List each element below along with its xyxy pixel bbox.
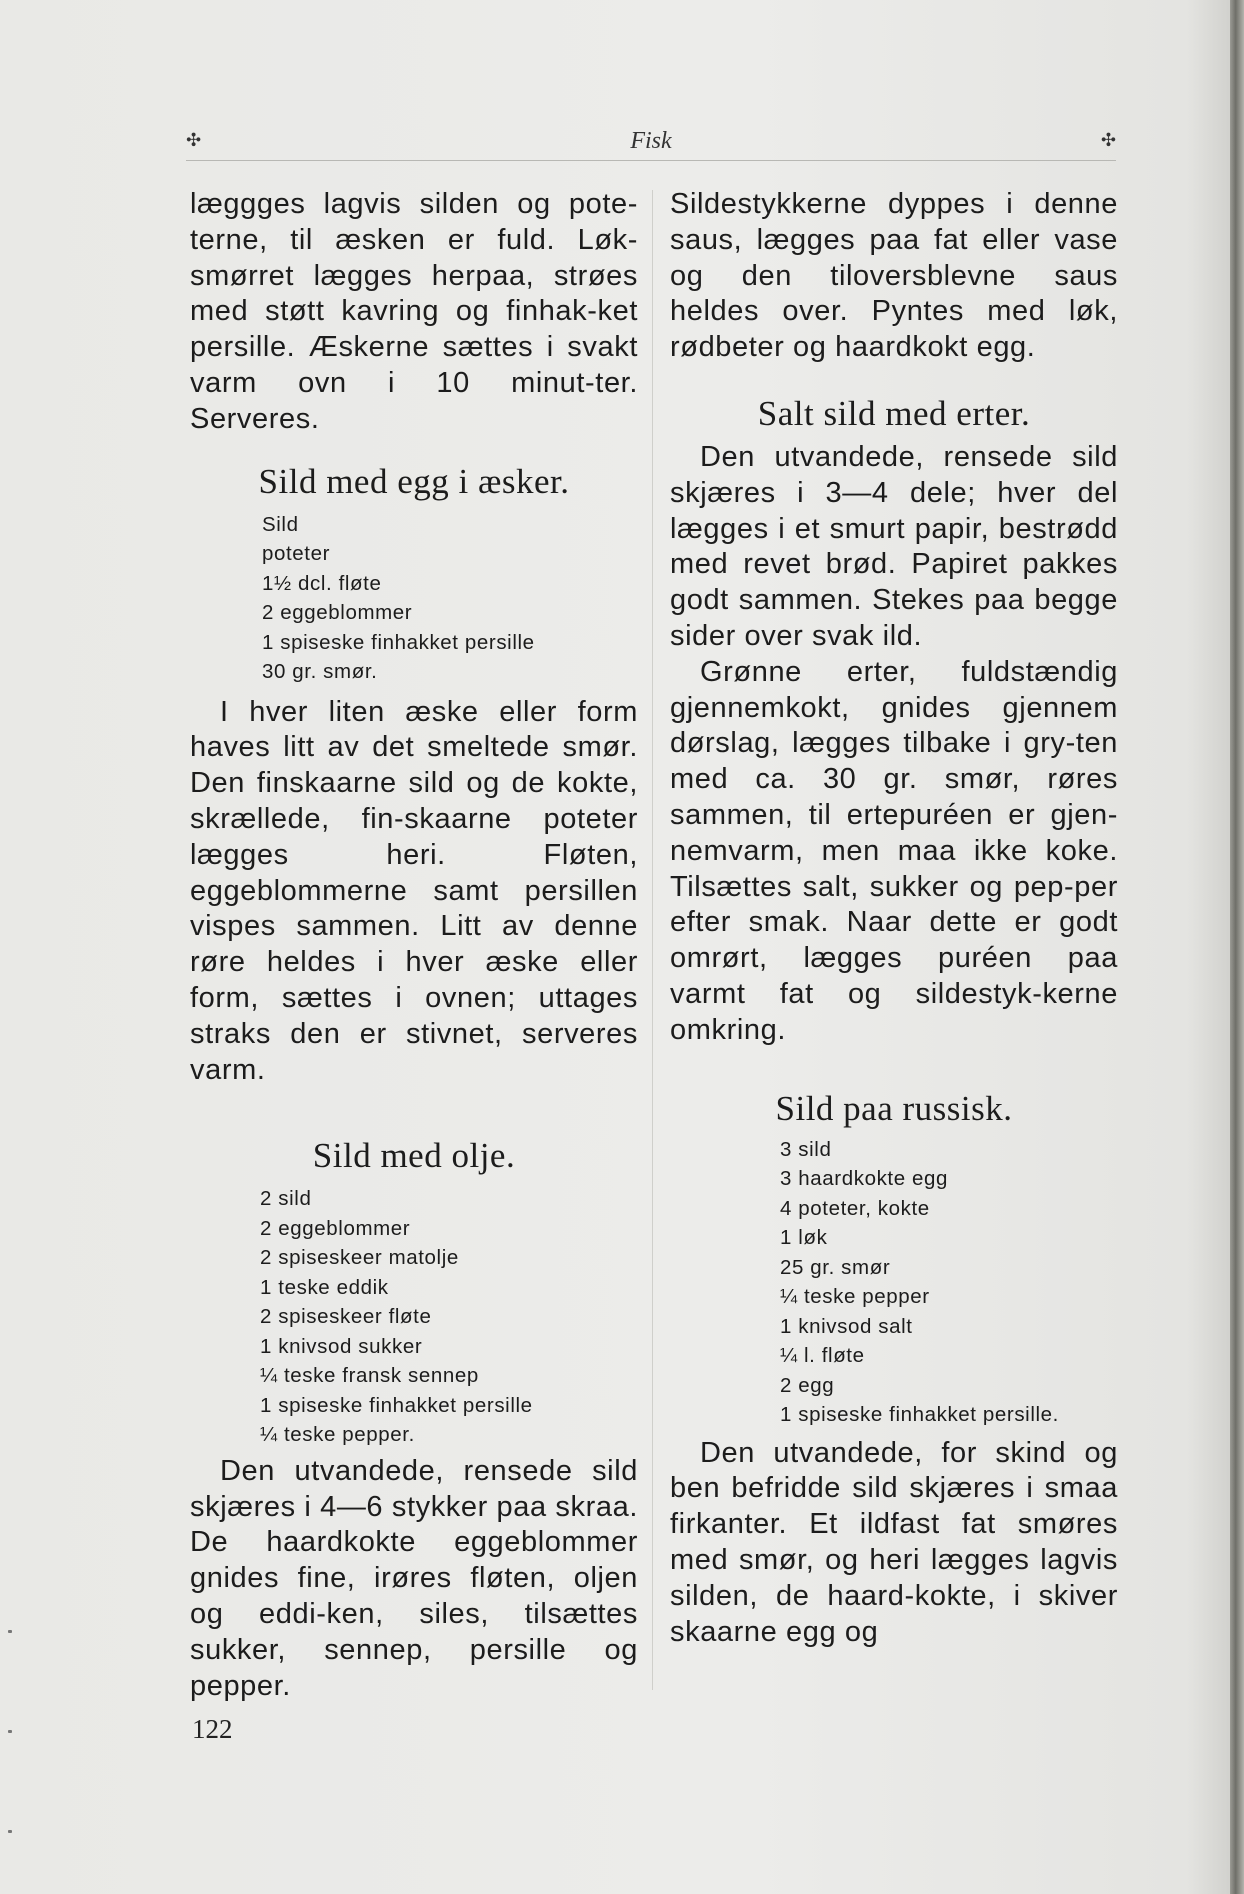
ingredient-item: 2 spiseskeer matolje — [260, 1246, 459, 1270]
running-head-title: Fisk — [630, 128, 672, 154]
left-column — [190, 187, 638, 1704]
ingredient-item: 1 teske eddik — [260, 1275, 389, 1299]
ingredient-item: 1 spiseske finhakket persille — [262, 630, 535, 654]
recipe-title-sild-paa-russisk: Sild paa russisk. — [775, 1088, 1013, 1128]
ingredient-item: ¼ teske fransk sennep — [260, 1364, 479, 1388]
page-edge — [1230, 0, 1244, 1894]
ornament-left-icon: ✣ — [186, 130, 202, 150]
margin-mark — [8, 1630, 12, 1633]
ingredient-item: 1½ dcl. fløte — [262, 571, 382, 595]
ingredient-item: 1 knivsod sukker — [260, 1334, 423, 1358]
ingredient-item: 2 sild — [260, 1187, 312, 1211]
ingredient-item: 2 spiseskeer fløte — [260, 1305, 432, 1329]
recipe-title-sild-med-egg: Sild med egg i æsker. — [258, 461, 570, 501]
ingredient-list-sild-med-olje — [190, 1184, 638, 1450]
running-head — [186, 124, 1116, 161]
recipe-text-salt-sild-2: Grønne erter, fuldstændig gjennemkokt, gnides gjennem dørslag, lægges tilbake i gry-ten med ca. 30 gr. smør, røres sammen, til ertepuréen er gjen-nemvarm, men maa ikke koke. Tilsættes salt, sukker og pep-per efter smak. Naar dette er godt omrørt, lægges puréen paa varmt fat og sildestyk-kerne omkring. — [670, 655, 1118, 1046]
ingredient-item: ¼ teske pepper — [780, 1285, 930, 1309]
page-number: 122 — [192, 1714, 233, 1744]
ingredient-item: 3 sild — [780, 1137, 832, 1161]
recipe-text-sild-med-olje: Den utvandede, rensede sild skjæres i 4—6 stykker paa skraa. De haardkokte eggeblommer gnides fine, irøres fløten, oljen og eddi-ken, siles, tilsættes sukker, sennep, persille og pepper. — [190, 1454, 638, 1702]
ornament-right-icon: ✣ — [1100, 130, 1116, 150]
ingredient-item: 1 spiseske finhakket persille. — [780, 1403, 1059, 1427]
ingredient-item: poteter — [262, 542, 331, 566]
ingredient-item: 2 eggeblommer — [262, 601, 413, 625]
ingredient-item: 1 spiseske finhakket persille — [260, 1393, 533, 1417]
right-column — [670, 187, 1118, 1650]
ingredient-list-sild-med-egg — [190, 510, 638, 687]
ingredient-item: Sild — [262, 512, 299, 536]
ingredient-item: 2 egg — [780, 1373, 835, 1397]
margin-mark — [8, 1830, 12, 1833]
recipe-text-salt-sild-1: Den utvandede, rensede sild skjæres i 3—4 dele; hver del lægges i et smurt papir, bestrødd med revet brød. Papiret pakkes godt sammen. Stekes paa begge sider over svak ild. — [670, 440, 1118, 652]
ingredient-item: 30 gr. smør. — [262, 660, 378, 684]
column-divider — [652, 190, 653, 1690]
margin-mark — [8, 1730, 12, 1733]
recipe-text-sild-med-egg: I hver liten æske eller form haves litt av det smeltede smør. Den finskaarne sild og de kokte, skrællede, fin-skaarne poteter lægges heri. Fløten, eggeblommerne samt persillen vispes sammen. Litt av denne røre heldes i hver æske eller form, sættes i ovnen; uttages straks den er stivnet, serveres varm. — [190, 695, 638, 1086]
left-intro-text: læggges lagvis silden og pote-terne, til æsken er fuld. Løk-smørret lægges herpaa, strøes med støtt kavring og finhak-ket persille. Æskerne sættes i svakt varm ovn i 10 minut-ter. Serveres. — [190, 188, 638, 435]
ingredient-item: 4 poteter, kokte — [780, 1196, 930, 1220]
recipe-text-sild-paa-russisk: Den utvandede, for skind og ben befridde sild skjæres i smaa firkanter. Et ildfast fat smøres med smør, og heri lægges lagvis silden, de haard-kokte, i skiver skaarne egg og — [670, 1436, 1118, 1648]
ingredient-item: ¼ l. fløte — [780, 1344, 865, 1368]
ingredient-list-sild-paa-russisk — [670, 1135, 1118, 1430]
right-intro-text: Sildestykkerne dyppes i denne saus, lægges paa fat eller vase og den tiloversblevne saus heldes over. Pyntes med løk, rødbeter og haardkokt egg. — [670, 188, 1118, 364]
ingredient-item: 1 knivsod salt — [780, 1314, 913, 1338]
ingredient-item: 2 eggeblommer — [260, 1216, 411, 1240]
ingredient-item: 1 løk — [780, 1226, 828, 1250]
ingredient-item: ¼ teske pepper. — [260, 1423, 415, 1447]
recipe-title-salt-sild-med-erter: Salt sild med erter. — [757, 393, 1031, 433]
ingredient-item: 3 haardkokte egg — [780, 1167, 949, 1191]
recipe-title-sild-med-olje: Sild med olje. — [312, 1136, 516, 1176]
ingredient-item: 25 gr. smør — [780, 1255, 891, 1279]
